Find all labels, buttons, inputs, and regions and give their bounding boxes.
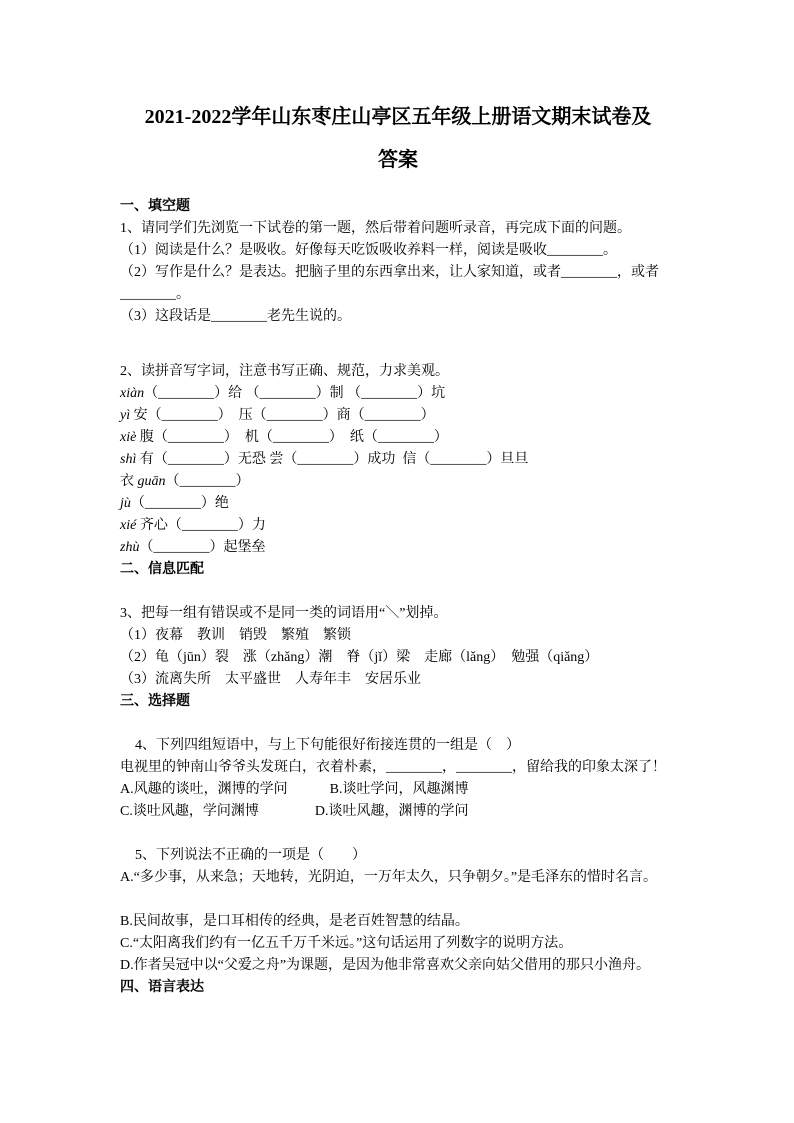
pinyin-rest: （________） xyxy=(165,474,250,489)
pinyin-rest: 腹（________） 机（________） 纸（________） xyxy=(136,430,448,445)
question-2-intro: 2、读拼音写字词，注意书写正确、规范，力求美观。 xyxy=(120,364,449,379)
blank-line xyxy=(120,889,676,911)
pinyin-line-3 xyxy=(120,427,676,449)
pinyin-rest: （________）起堡垒 xyxy=(139,540,266,555)
pinyin-rest: 齐心（________）力 xyxy=(136,518,266,533)
pinyin-pre: 衣 xyxy=(120,474,138,489)
pinyin-text: jù xyxy=(120,496,131,511)
question-3-sub-1: （1）夜幕 教训 销毁 繁殖 繁锁 xyxy=(120,628,351,643)
pinyin-text: guān xyxy=(137,474,166,489)
question-1-sub-2-wrap: ________。 xyxy=(120,287,190,302)
title-line-1: 2021-2022学年山东枣庄山亭区五年级上册语文期末试卷及 xyxy=(144,106,652,128)
question-4-stem: 电视里的钟南山爷爷头发斑白，衣着朴素，________，________，留给我的印象太深了！ xyxy=(120,760,666,775)
blank-line xyxy=(120,823,676,845)
pinyin-line-7 xyxy=(120,515,676,537)
question-3-intro: 3、把每一组有错误或不是同一类的词语用“＼”划掉。 xyxy=(120,606,448,621)
question-5-option-c: C.“太阳离我们约有一亿五千万千米远。”这句话运用了列数字的说明方法。 xyxy=(120,936,573,951)
pinyin-rest: （________）给 （________）制 （________）坑 xyxy=(144,386,446,401)
question-4-intro: 4、下列四组短语中，与上下句能很好衔接连贯的一组是（ ） xyxy=(135,738,520,753)
pinyin-text: xiàn xyxy=(120,386,145,401)
section-heading-choice: 三、选择题 xyxy=(120,694,190,709)
pinyin-line-6 xyxy=(120,493,676,515)
section-heading-fill-in: 一、填空题 xyxy=(120,199,190,214)
section-heading-matching: 二、信息匹配 xyxy=(120,562,204,577)
question-5-intro: 5、下列说法不正确的一项是（ ） xyxy=(135,848,366,863)
pinyin-line-2 xyxy=(120,405,676,427)
pinyin-rest: （________）绝 xyxy=(130,496,229,511)
question-1-sub-2: （2）写作是什么？是表达。把脑子里的东西拿出来，让人家知道，或者________，或者 xyxy=(120,265,659,280)
pinyin-text: yì xyxy=(120,408,131,423)
question-5-option-b: B.民间故事，是口耳相传的经典，是老百姓智慧的结晶。 xyxy=(120,914,469,929)
pinyin-text: xiè xyxy=(120,430,137,445)
question-5-option-d: D.作者吴冠中以“父爱之舟”为课题，是因为他非常喜欢父亲向姑父借用的那只小渔舟。 xyxy=(120,958,651,973)
pinyin-line-1 xyxy=(120,383,676,405)
blank-line xyxy=(120,328,676,361)
question-4-options-cd: C.谈吐风趣，学问渊博 D.谈吐风趣，渊博的学问 xyxy=(120,804,469,819)
pinyin-text: xié xyxy=(120,518,137,533)
question-3-sub-3: （3）流离失所 太平盛世 人寿年丰 安居乐业 xyxy=(120,672,421,687)
pinyin-rest: 安（________） 压（________）商（________） xyxy=(130,408,435,423)
pinyin-line-5 xyxy=(120,471,676,493)
pinyin-line-8 xyxy=(120,537,676,559)
blank-line xyxy=(120,581,676,603)
question-1-intro: 1、请同学们先浏览一下试卷的第一题，然后带着问题听录音，再完成下面的问题。 xyxy=(120,221,631,236)
document-title xyxy=(120,96,676,182)
pinyin-text: zhù xyxy=(120,540,140,555)
title-line-2: 答案 xyxy=(378,149,418,171)
question-5-option-a: A.“多少事，从来急；天地转，光阴迫，一万年太久，只争朝夕。”是毛泽东的惜时名言。 xyxy=(120,870,658,885)
section-heading-expression: 四、语言表达 xyxy=(120,980,204,995)
pinyin-line-4 xyxy=(120,449,676,471)
blank-line xyxy=(120,713,676,735)
question-3-sub-2: （2）龟（jūn）裂 涨（zhǎng）潮 脊（jǐ）梁 走廊（lǎng） 勉强（qiǎng） xyxy=(120,650,599,665)
question-1-sub-3: （3）这段话是________老先生说的。 xyxy=(120,309,351,324)
pinyin-rest: 有（________）无恐 尝（________）成功 信（________）旦旦 xyxy=(136,452,529,467)
question-4-options-ab: A.风趣的谈吐，渊博的学问 B.谈吐学问，风趣渊博 xyxy=(120,782,469,797)
pinyin-text: shì xyxy=(120,452,137,467)
question-1-sub-1: （1）阅读是什么？是吸收。好像每天吃饭吸收养料一样，阅读是吸收________。 xyxy=(120,243,617,258)
